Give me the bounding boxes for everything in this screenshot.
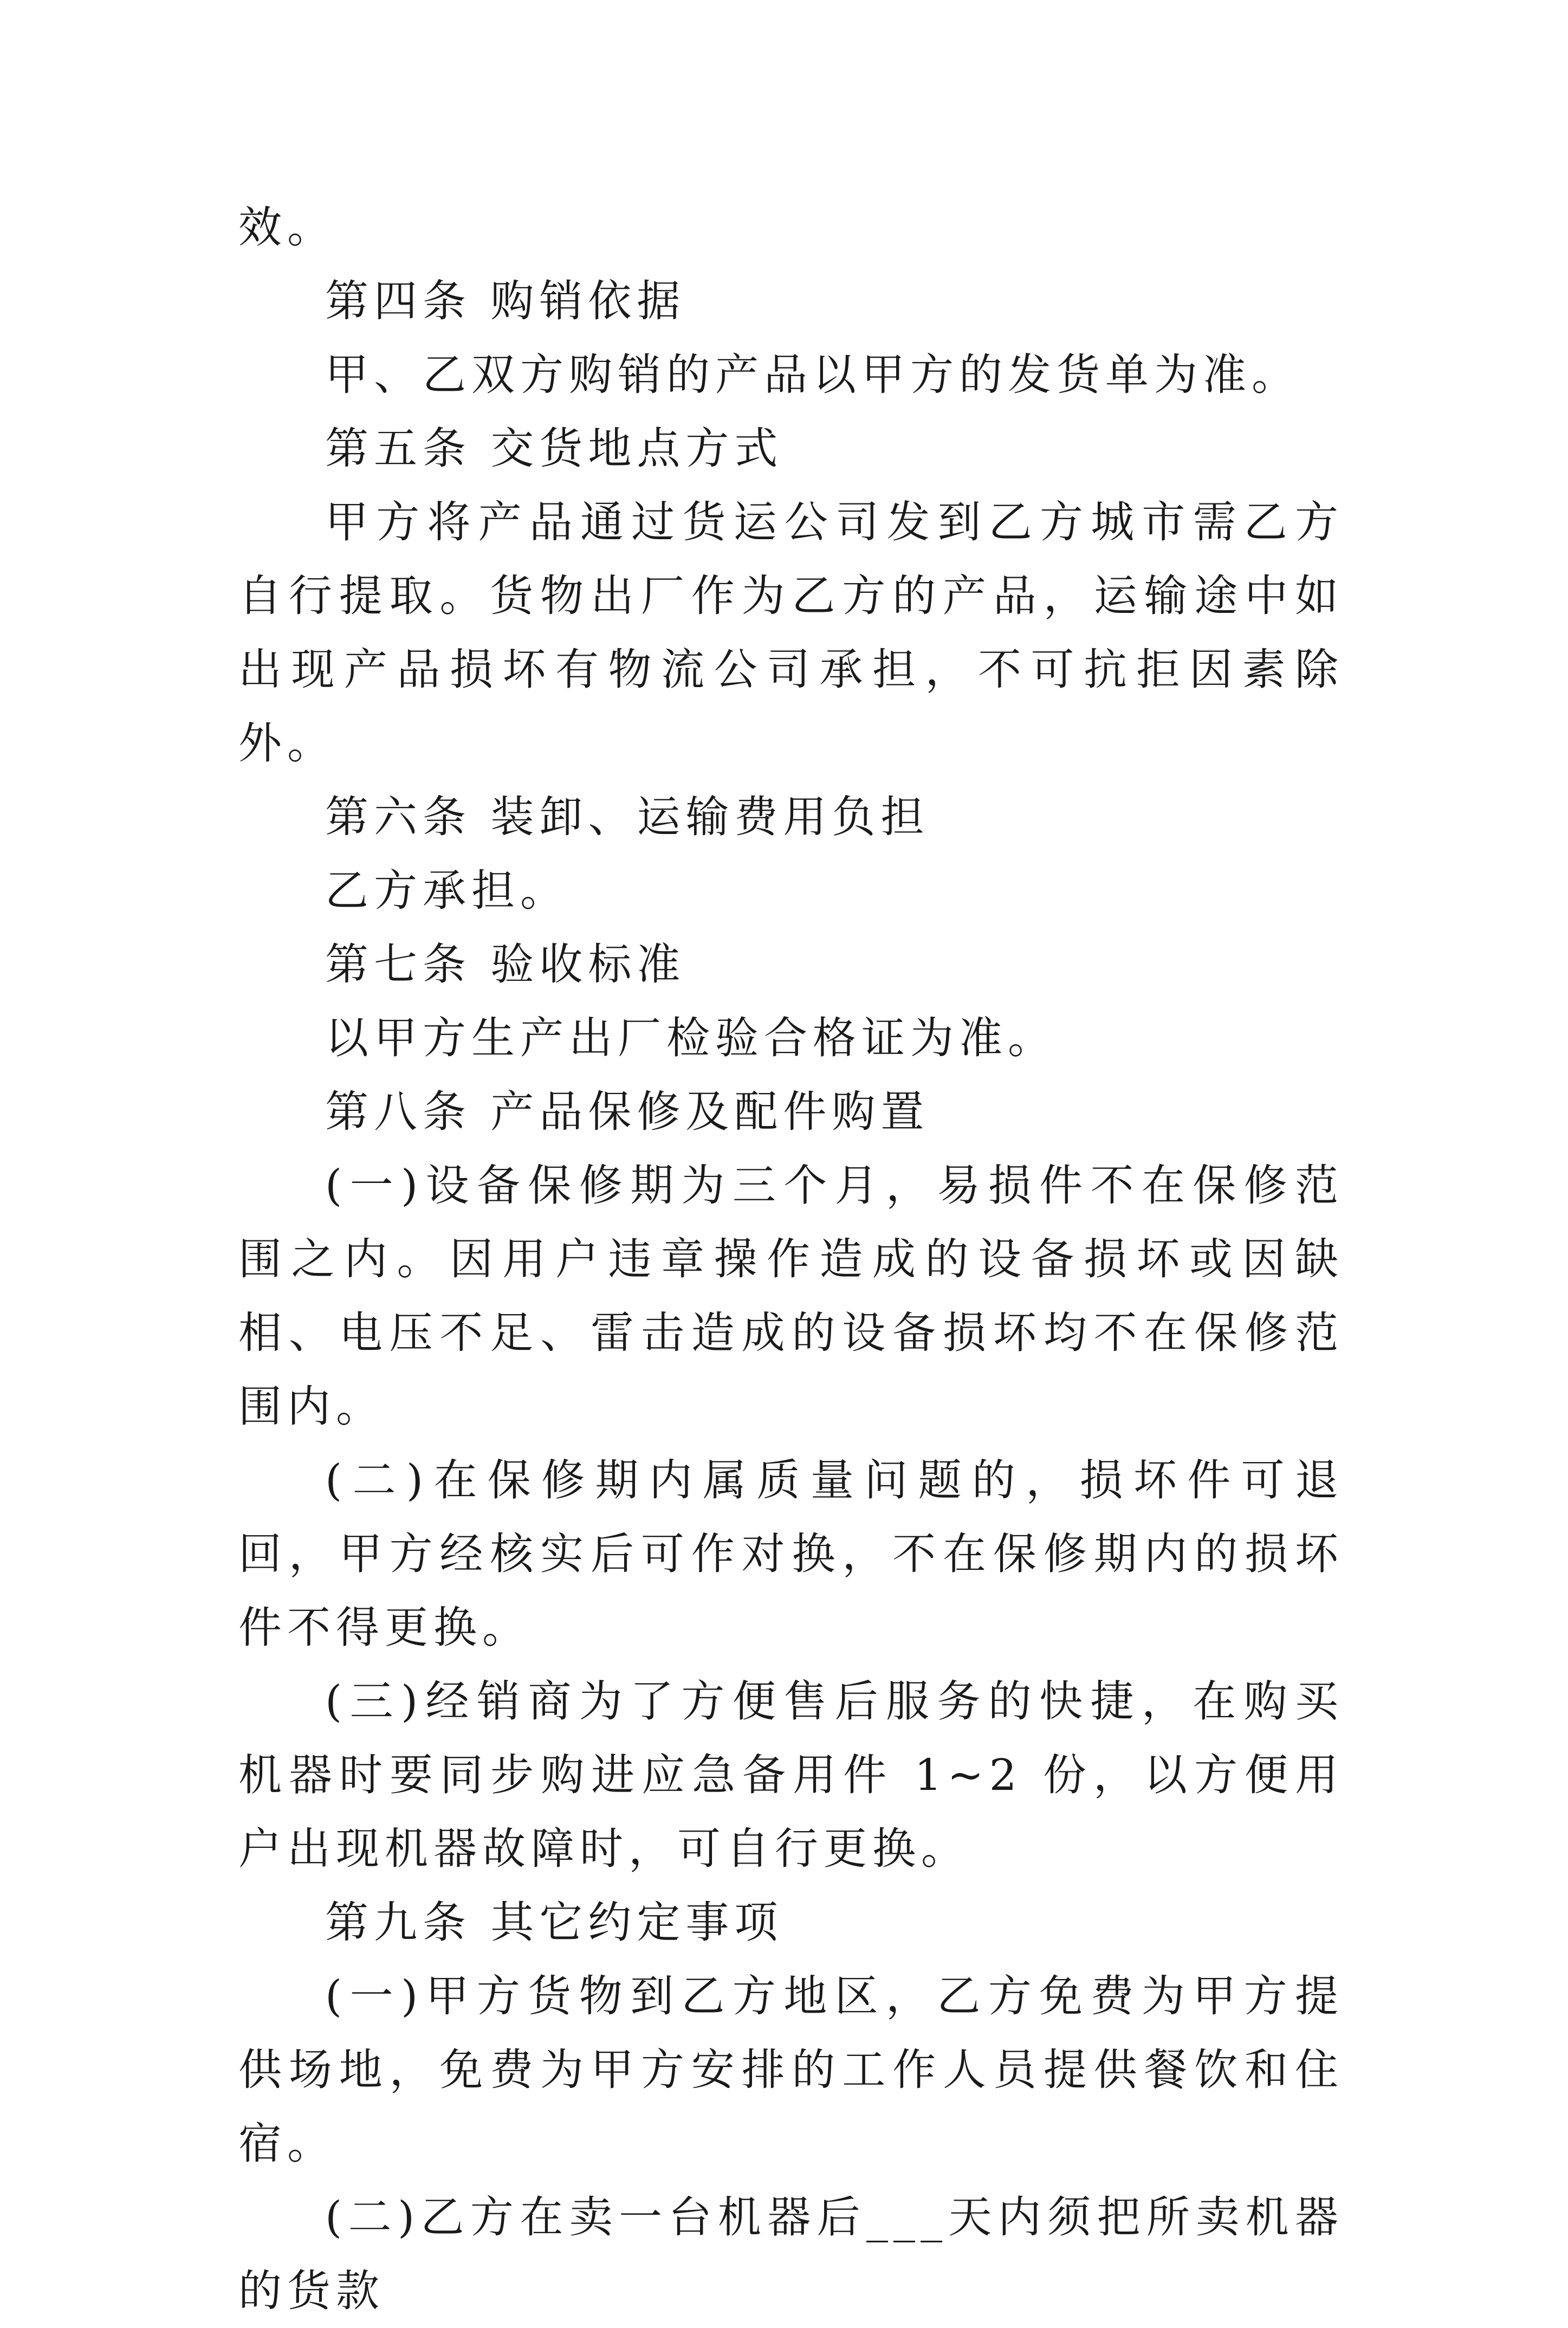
paragraph-continuation: 效。 (238, 202, 336, 253)
article-8-heading: 第八条 产品保修及配件购置 (325, 1087, 930, 1137)
article-6-heading: 第六条 装卸、运输费用负担 (325, 792, 930, 842)
article-7-body: 以甲方生产出厂检验合格证为准。 (325, 1013, 1057, 1063)
article-4-heading: 第四条 购销依据 (325, 276, 686, 326)
article-5-body: 甲方将产品通过货运公司发到乙方城市需乙方自行提取。货物出厂作为乙方的产品，运输途中如出现产品损坏有物流公司承担，不可抗拒因素除外。 (238, 497, 1344, 768)
article-4-body: 甲、乙双方购销的产品以甲方的发货单为准。 (325, 350, 1300, 400)
article-8-clause-3: (三)经销商为了方便售后服务的快捷，在购买机器时要同步购进应急备用件 1~2 份，以方便用户出现机器故障时，可自行更换。 (238, 1676, 1344, 1874)
article-9-heading: 第九条 其它约定事项 (325, 1897, 783, 1948)
article-8-clause-1: (一)设备保修期为三个月，易损件不在保修范围之内。因用户违章操作造成的设备损坏或因缺相、电压不足、雷击造成的设备损坏均不在保修范围内。 (238, 1160, 1344, 1432)
article-9-clause-2: (二)乙方在卖一台机器后___天内须把所卖机器的货款 (238, 2192, 1344, 2316)
document-body (238, 191, 1344, 2328)
article-8-clause-2: (二)在保修期内属质量问题的，损坏件可退回，甲方经核实后可作对换，不在保修期内的损坏件不得更换。 (238, 1455, 1344, 1653)
article-9-clause-1: (一)甲方货物到乙方地区，乙方免费为甲方提供场地，免费为甲方安排的工作人员提供餐饮和住宿。 (238, 1971, 1344, 2169)
article-6-body: 乙方承担。 (325, 865, 569, 916)
article-7-heading: 第七条 验收标准 (325, 939, 686, 990)
article-5-heading: 第五条 交货地点方式 (325, 423, 783, 474)
